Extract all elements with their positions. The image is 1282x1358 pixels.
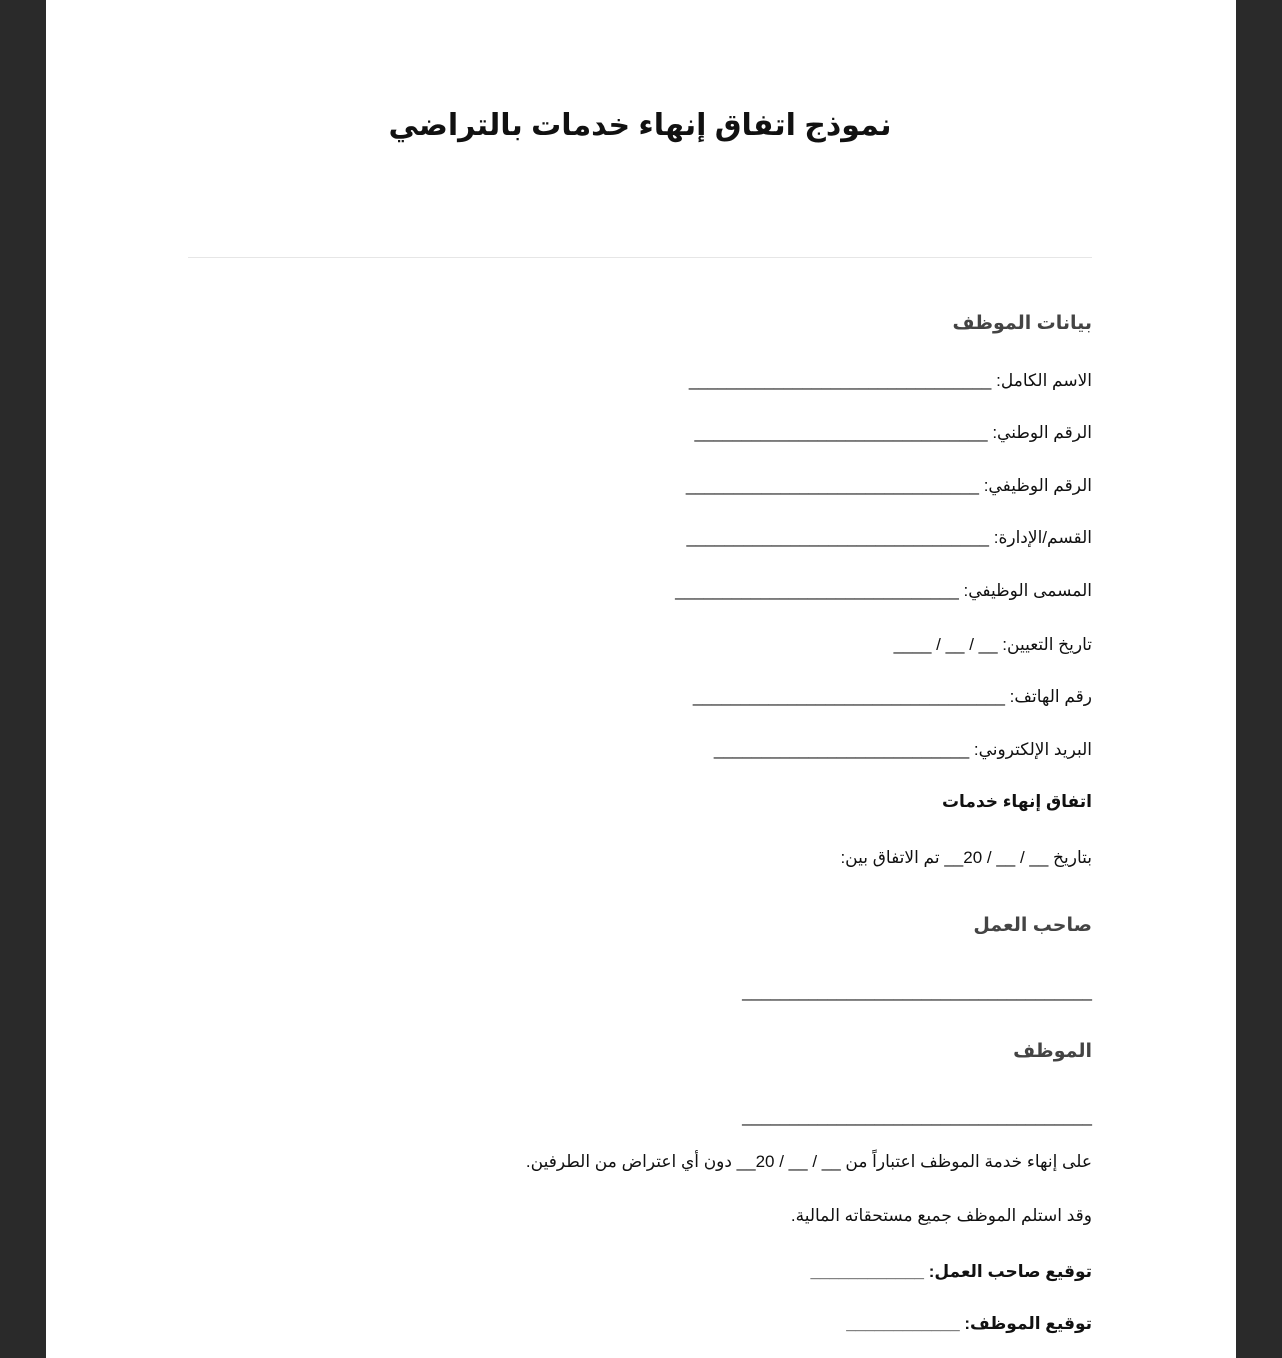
email-field: البريد الإلكتروني: ___________________________	[713, 740, 1092, 759]
employee-name-line: _____________________________________	[742, 1107, 1092, 1126]
employee-number-field: الرقم الوظيفي: _______________________________	[685, 476, 1092, 495]
employee-signature-line: توقيع الموظف: ____________	[846, 1314, 1092, 1333]
national-id-field: الرقم الوطني: _______________________________	[694, 423, 1092, 442]
employer-heading: صاحب العمل	[973, 915, 1092, 936]
employer-name-line: _____________________________________	[742, 982, 1092, 1001]
dues-text: وقد استلم الموظف جميع مستحقاته المالية.	[790, 1206, 1092, 1225]
phone-field: رقم الهاتف: _________________________________	[692, 687, 1092, 706]
job-title-field: المسمى الوظيفي: ______________________________	[675, 581, 1092, 600]
employer-signature-line: توقيع صاحب العمل: ____________	[810, 1262, 1092, 1281]
termination-text: على إنهاء خدمة الموظف اعتباراً من __ / __ / 20__ دون أي اعتراض من الطرفين.	[525, 1152, 1092, 1171]
employee-heading: الموظف	[1013, 1041, 1092, 1062]
agreement-heading: اتفاق إنهاء خدمات	[941, 792, 1092, 811]
employee-section-heading: بيانات الموظف	[952, 313, 1092, 334]
document-page	[46, 0, 1236, 1358]
agreement-intro: بتاريخ __ / __ / 20__ تم الاتفاق بين:	[840, 848, 1092, 867]
document-title: نموذج اتفاق إنهاء خدمات بالتراضي	[388, 109, 892, 142]
full-name-field: الاسم الكامل: ________________________________	[688, 371, 1092, 390]
hire-date-field: تاريخ التعيين: __ / __ / ____	[893, 635, 1092, 654]
department-field: القسم/الإدارة: ________________________________	[686, 528, 1092, 547]
title-divider	[188, 257, 1092, 258]
